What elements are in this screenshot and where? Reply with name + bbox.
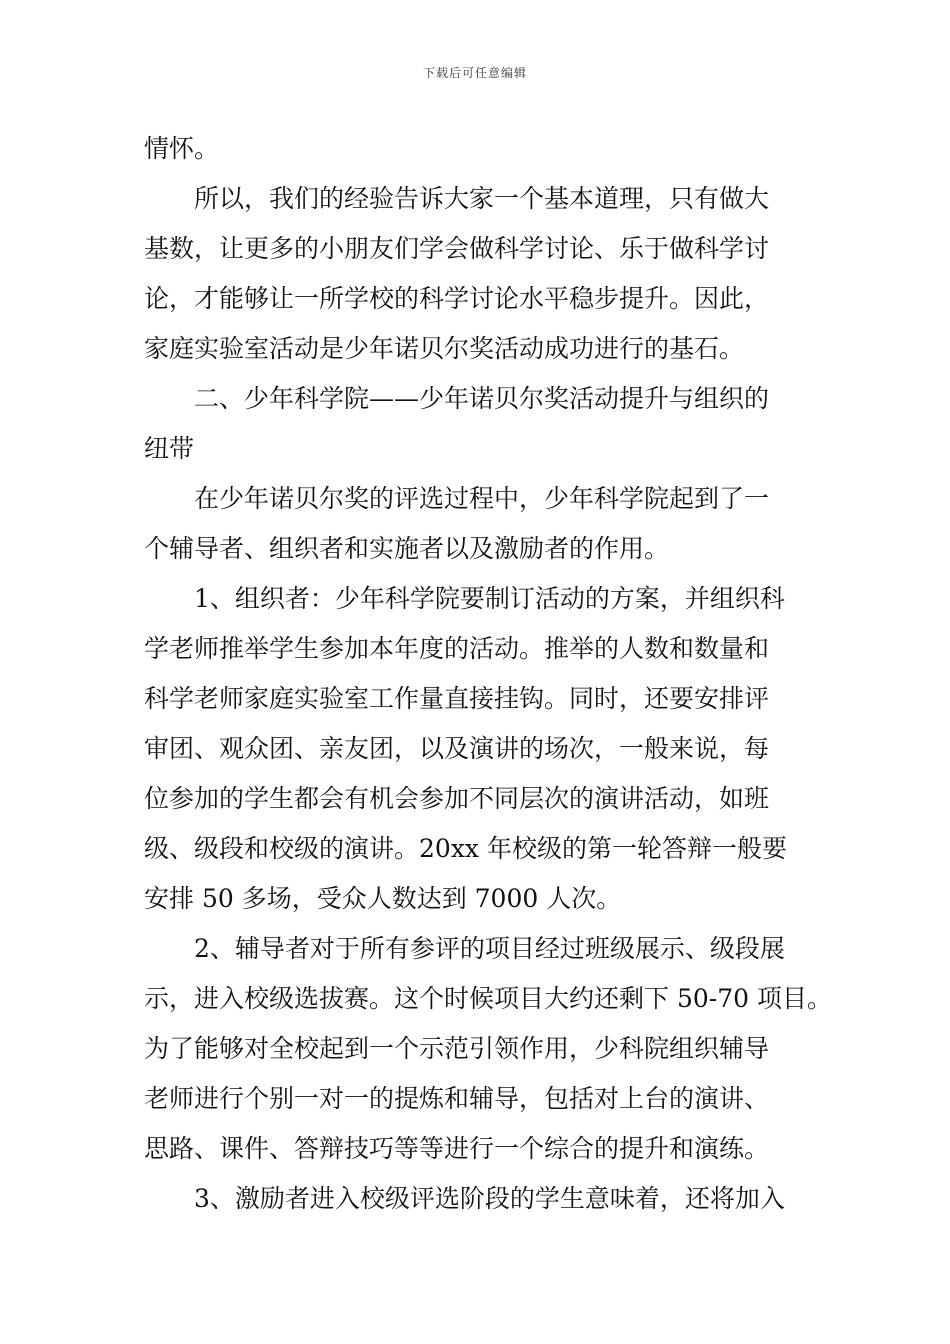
text-line: 科学老师家庭实验室工作量直接挂钩。同时，还要安排评 — [144, 684, 770, 713]
text-line: 为了能够对全校起到一个示范引领作用，少科院组织辅导 — [144, 1034, 770, 1063]
text-line: 位参加的学生都会有机会参加不同层次的演讲活动，如班 — [144, 784, 770, 813]
text-line: 示，进入校级选拔赛。这个时候项目大约还剩下 50-70 项目。 — [144, 984, 832, 1013]
text-line: 纽带 — [144, 434, 195, 463]
text-line: 思路、课件、答辩技巧等等进行一个综合的提升和演练。 — [144, 1134, 770, 1163]
text-line: 级、级段和校级的演讲。20xx 年校级的第一轮答辩一般要 — [144, 834, 787, 863]
page-header: 下载后可任意编辑 — [422, 66, 527, 80]
text-line: 基数，让更多的小朋友们学会做科学讨论、乐于做科学讨 — [144, 234, 770, 263]
text-line: 情怀。 — [144, 134, 220, 163]
document-body — [144, 124, 832, 1224]
text-line: 安排 50 多场，受众人数达到 7000 人次。 — [144, 884, 622, 913]
text-line: 1、组织者：少年科学院要制订活动的方案，并组织科 — [194, 584, 785, 613]
text-line: 2、辅导者对于所有参评的项目经过班级展示、级段展 — [194, 934, 785, 963]
text-line: 3、激励者进入校级评选阶段的学生意味着，还将加入 — [194, 1184, 785, 1213]
text-line: 家庭实验室活动是少年诺贝尔奖活动成功进行的基石。 — [144, 334, 745, 363]
text-line: 所以，我们的经验告诉大家一个基本道理，只有做大 — [194, 184, 770, 213]
text-line: 老师进行个别一对一的提炼和辅导，包括对上台的演讲、 — [144, 1084, 770, 1113]
text-line: 二、少年科学院——少年诺贝尔奖活动提升与组织的 — [194, 384, 770, 413]
text-line: 论，才能够让一所学校的科学讨论水平稳步提升。因此， — [144, 284, 770, 313]
text-line: 个辅导者、组织者和实施者以及激励者的作用。 — [144, 534, 670, 563]
text-line: 审团、观众团、亲友团，以及演讲的场次，一般来说，每 — [144, 734, 770, 763]
text-line: 在少年诺贝尔奖的评选过程中，少年科学院起到了一 — [194, 484, 770, 513]
text-line: 学老师推举学生参加本年度的活动。推举的人数和数量和 — [144, 634, 770, 663]
